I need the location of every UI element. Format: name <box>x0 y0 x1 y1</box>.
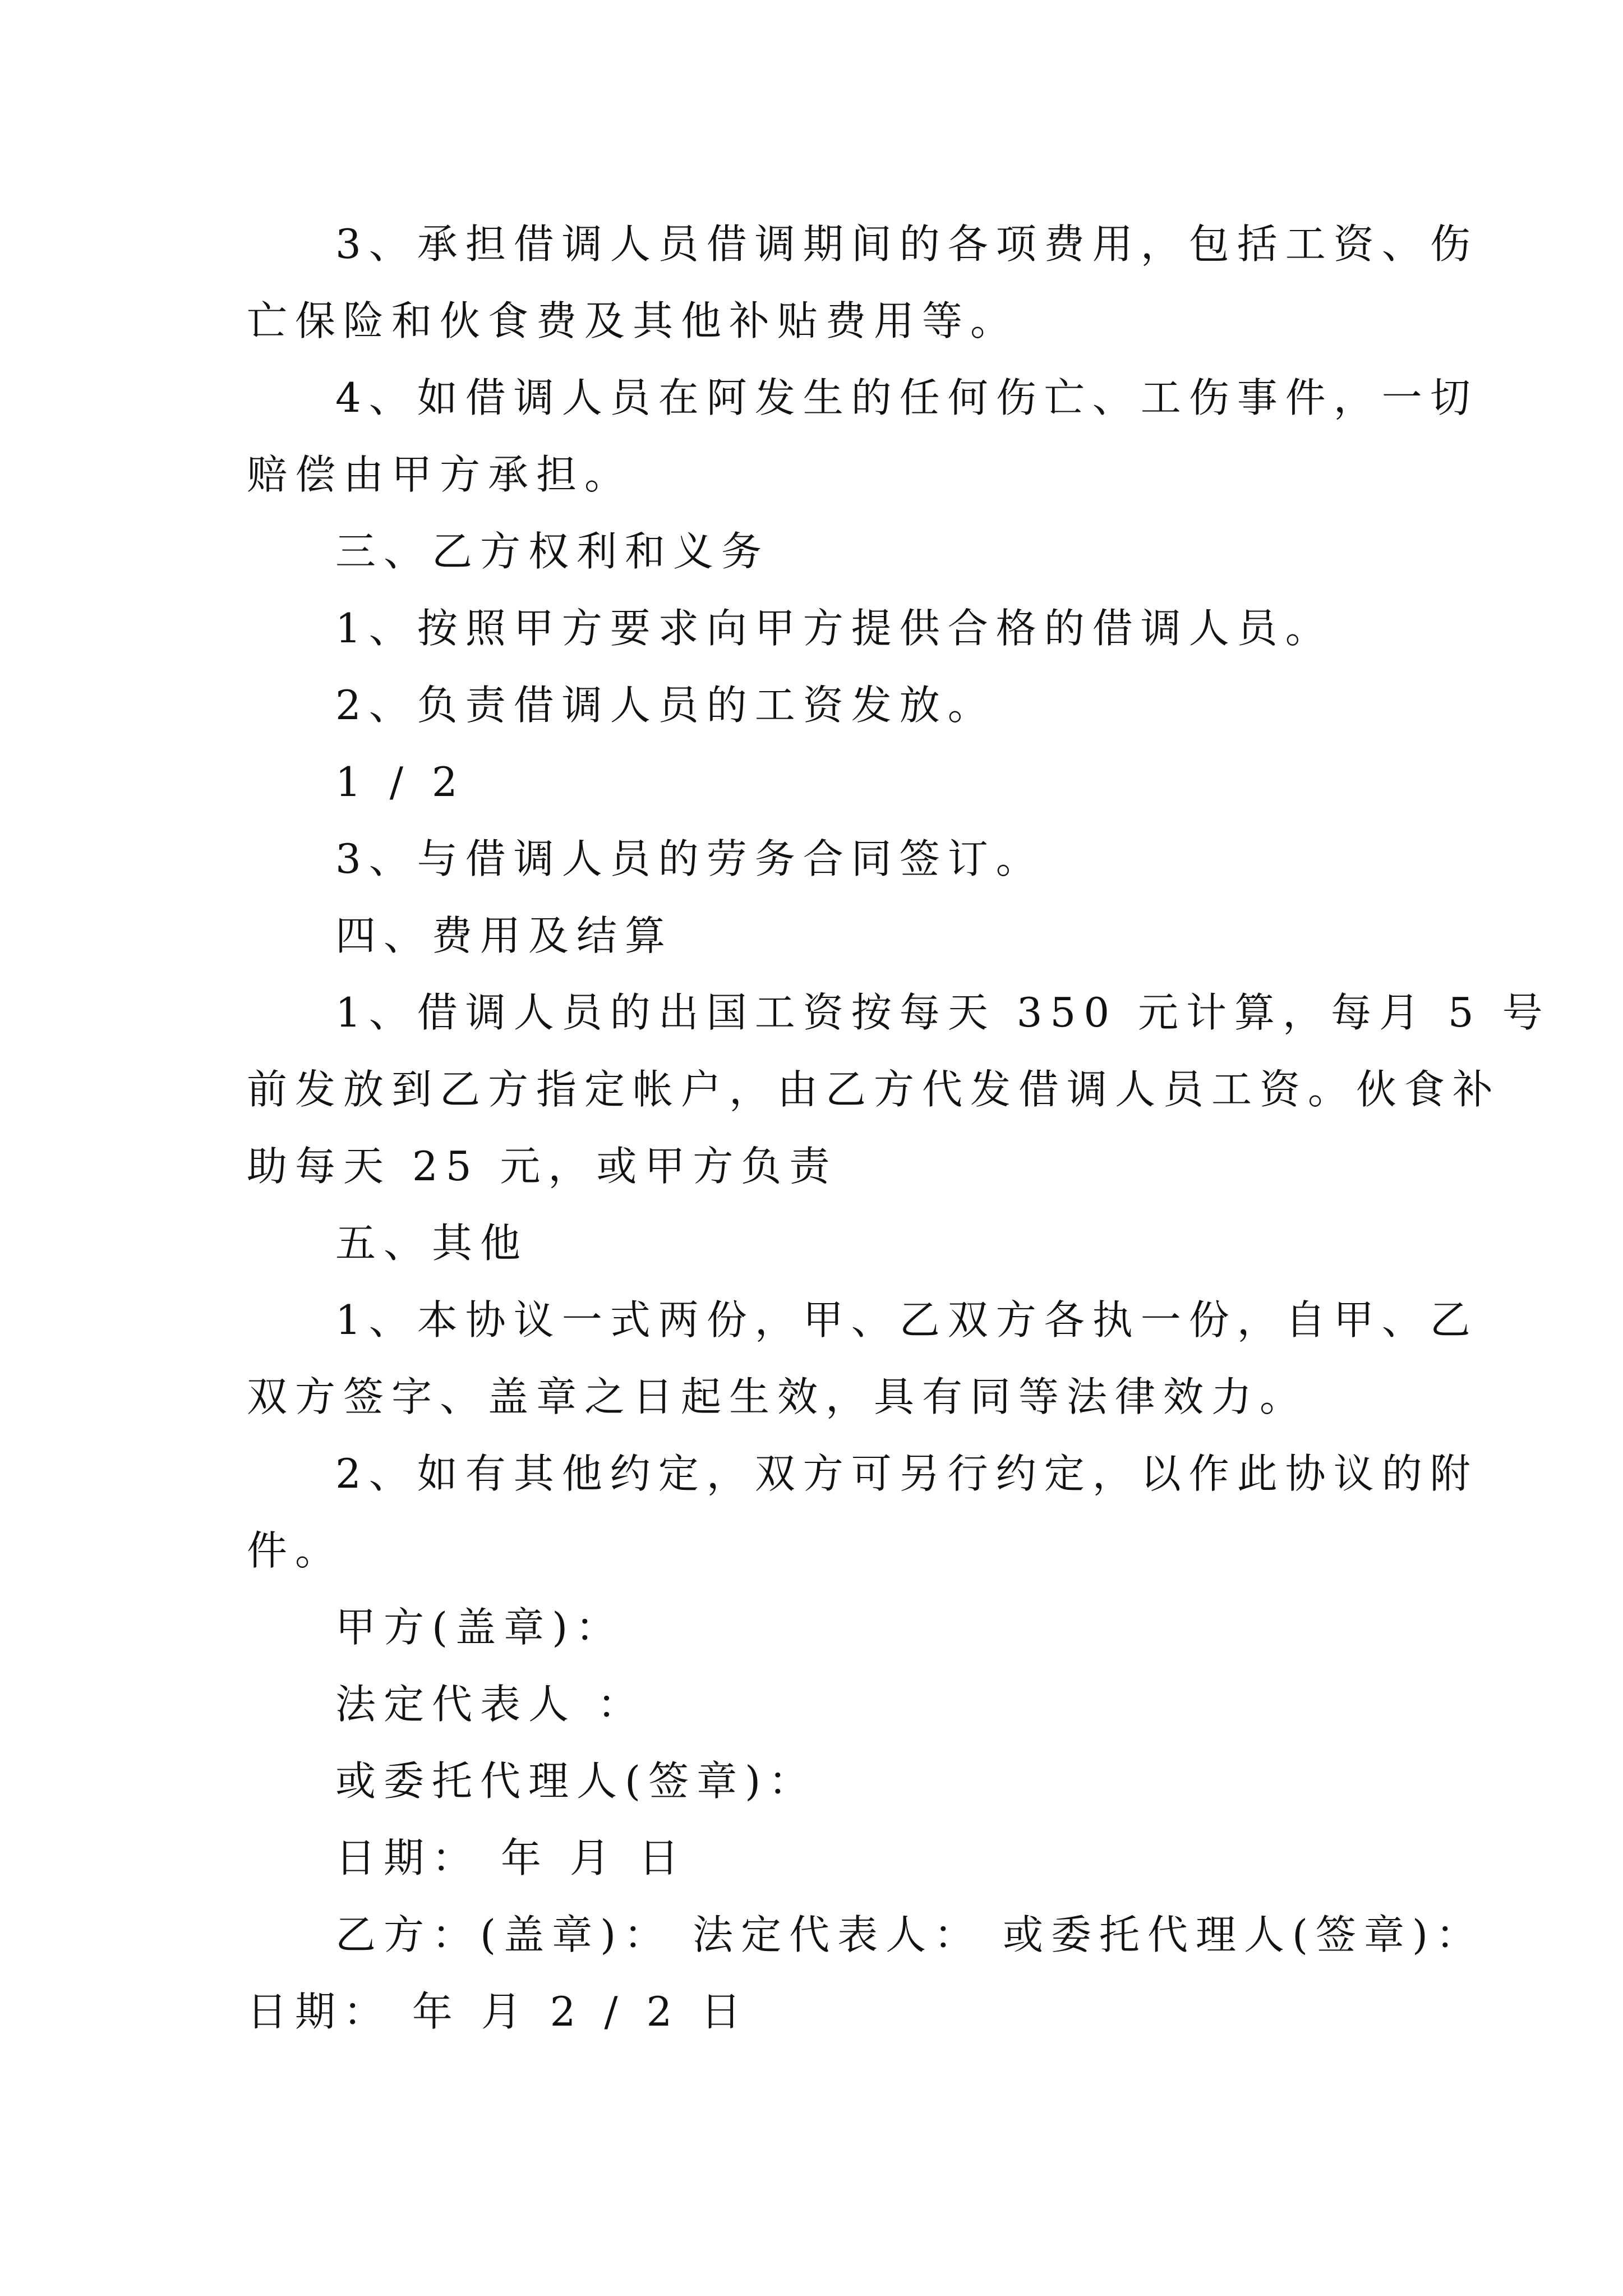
signature-line: 日期： 年 月 2 / 2 日 <box>247 1988 749 2035</box>
paragraph-line: 亡保险和伙食费及其他补贴费用等。 <box>247 297 1019 344</box>
paragraph-line: 助每天 25 元，或甲方负责 <box>247 1143 838 1190</box>
page-number: 1 / 2 <box>335 758 465 806</box>
paragraph-line: 前发放到乙方指定帐户，由乙方代发借调人员工资。伙食补 <box>247 1066 1501 1113</box>
paragraph-line: 1、按照甲方要求向甲方提供合格的借调人员。 <box>335 605 1334 652</box>
paragraph-line: 2、负责借调人员的工资发放。 <box>335 682 996 729</box>
paragraph-line: 赔偿由甲方承担。 <box>247 451 633 498</box>
signature-line: 乙方：(盖章)： 法定代表人： 或委托代理人(签章)： <box>335 1911 1484 1958</box>
paragraph-line: 双方签字、盖章之日起生效，具有同等法律效力。 <box>247 1373 1308 1420</box>
paragraph-line: 1、本协议一式两份，甲、乙双方各执一份，自甲、乙 <box>335 1296 1478 1343</box>
paragraph-line: 3、承担借调人员借调期间的各项费用，包括工资、伤 <box>335 220 1478 268</box>
paragraph-line: 件。 <box>247 1527 344 1574</box>
paragraph-line: 3、与借调人员的劳务合同签订。 <box>335 835 1044 882</box>
paragraph-line: 2、如有其他约定，双方可另行约定，以作此协议的附 <box>335 1450 1478 1497</box>
signature-line: 或委托代理人(签章)： <box>335 1757 817 1805</box>
paragraph-line: 1、借调人员的出国工资按每天 350 元计算，每月 5 号 <box>335 989 1551 1036</box>
section-heading: 三、乙方权利和义务 <box>335 528 770 575</box>
signature-line: 法定代表人 ： <box>335 1681 645 1728</box>
section-heading: 五、其他 <box>335 1220 529 1267</box>
signature-line: 日期： 年 月 日 <box>335 1834 687 1881</box>
signature-line: 甲方(盖章)： <box>335 1604 624 1651</box>
paragraph-line: 4、如借调人员在阿发生的任何伤亡、工伤事件，一切 <box>335 374 1478 421</box>
section-heading: 四、费用及结算 <box>335 912 674 959</box>
